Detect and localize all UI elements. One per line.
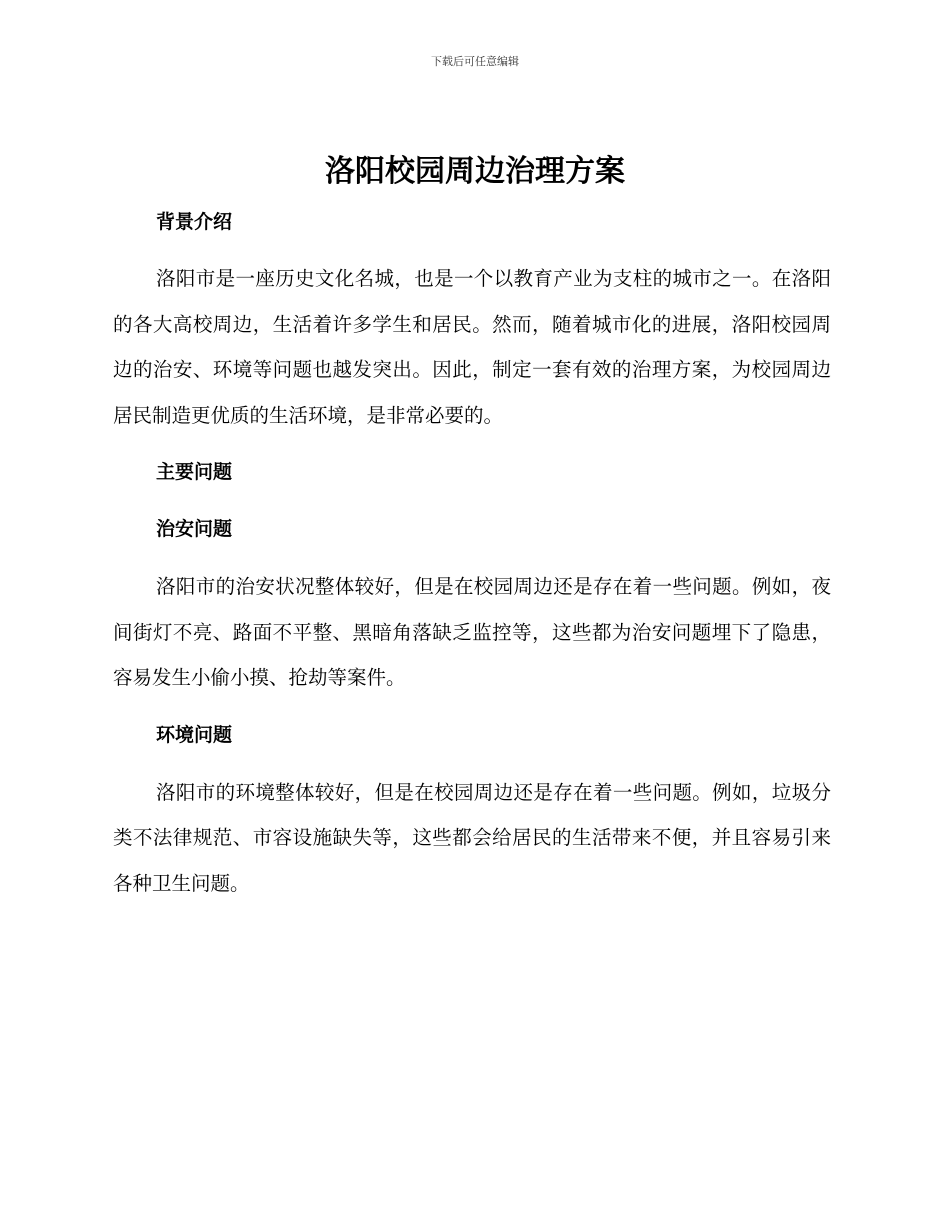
document-title: 洛阳校园周边治理方案: [325, 154, 625, 189]
spacer: [113, 245, 831, 256]
section-heading-main-issues: 主要问题: [156, 461, 233, 483]
section-heading-security: 治安问题: [156, 518, 233, 540]
section-heading-background: 背景介绍: [156, 211, 233, 233]
spacer: [113, 758, 831, 770]
spacer: [113, 552, 831, 564]
section-heading-environment: 环境问题: [156, 723, 233, 746]
paragraph-environment: 洛阳市的环境整体较好，但是在校园周边还是存在着一些问题。例如，垃圾分类不法律规范、市容设施缺失等，这些都会给居民的生活带来不便，并且容易引来各种卫生问题。: [113, 780, 831, 895]
spacer: [113, 438, 831, 450]
paragraph-security: 洛阳市的治安状况整体较好，但是在校园周边还是存在着一些问题。例如，夜间街灯不亮、路面不平整、黑暗角落缺乏监控等，这些都为治安问题埋下了隐患，容易发生小偷小摸、抢劫等案件。: [113, 575, 831, 689]
spacer: [113, 495, 831, 507]
document-body: [113, 200, 831, 906]
paragraph-background: 洛阳市是一座历史文化名城，也是一个以教育产业为支柱的城市之一。在洛阳的各大高校周边，生活着许多学生和居民。然而，随着城市化的进展，洛阳校园周边的治安、环境等问题也越发突出。因此，制定一套有效的治理方案，为校园周边居民制造更优质的生活环境，是非常必要的。: [113, 267, 831, 427]
page-header-note: 下载后可任意编辑: [431, 55, 519, 68]
spacer: [113, 701, 831, 713]
